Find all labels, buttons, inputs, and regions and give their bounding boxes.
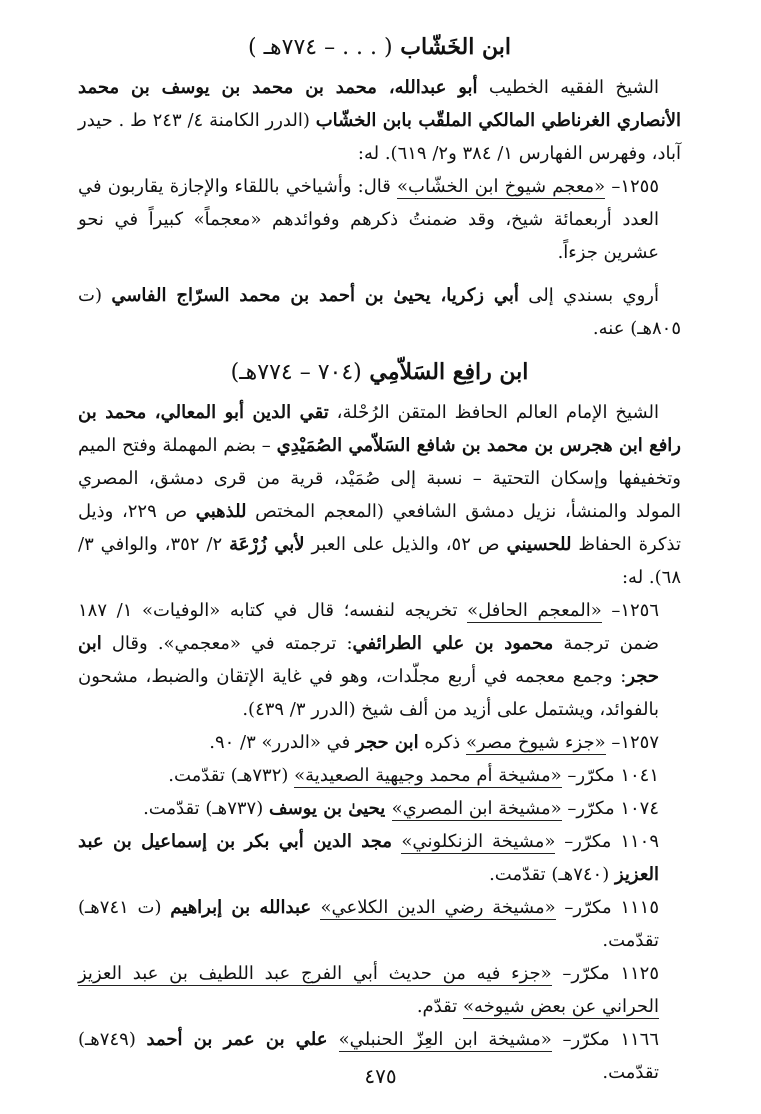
- entry-1166-repeat: ١١٦٦ مكرّر– «مشيخة ابن العِزّ الحنبلي» علي بن عمر بن أحمد (٧٤٩هـ) تقدّمت.: [78, 1029, 659, 1083]
- book-title: «مشيخة الزنكلوني»: [401, 831, 556, 852]
- entry-1109-repeat: ١١٠٩ مكرّر– «مشيخة الزنكلوني» مجد الدين أبي بكر بن إسماعيل بن عبد العزيز (٧٤٠هـ) تقدّمت.: [78, 831, 659, 885]
- entry-1115-repeat: ١١١٥ مكرّر– «مشيخة رضي الدين الكلاعي» عبدالله بن إبراهيم (ت ٧٤١هـ) تقدّمت.: [78, 897, 660, 951]
- book-title: «مشيخة ابن المصري»: [391, 798, 562, 819]
- entry-1257: ١٢٥٧– «جزء شيوخ مصر» ذكره ابن حجر في «الدرر» ٣/ ٩٠.: [209, 732, 659, 753]
- entry-1074-repeat: ١٠٧٤ مكرّر– «مشيخة ابن المصري» يحيىٰ بن يوسف (٧٣٧هـ) تقدّمت.: [143, 798, 659, 819]
- page-number: ٤٧٥: [364, 1064, 397, 1088]
- entry-1125-repeat: ١١٢٥ مكرّر– «جزء فيه من حديث أبي الفرج عبد اللطيف بن عبد العزيز الحراني عن بعض شيوخه» تقدّم.: [78, 963, 659, 1017]
- heading-name: ابن رافِع السَلاّمِي: [369, 359, 529, 385]
- book-title: «معجم شيوخ ابن الخشّاب»: [397, 176, 606, 197]
- heading-dates: ( . . . – ٧٧٤هـ ): [248, 35, 393, 60]
- narrator-name: أبي زكريا، يحيىٰ بن أحمد بن محمد السرّاج الفاسي: [111, 285, 519, 306]
- entry-1256: ١٢٥٦– «المعجم الحافل» تخريجه لنفسه؛ قال في كتابه «الوفيات» ١/ ١٨٧ ضمن ترجمة محمود بن علي الطرائفي: ترجمته في «معجمي». وقال ابن حجر: وجمع معجمه في أربع مجلّدات، وهو في غاية الإتقان والضبط، مشحون بالفوائد، ويشتمل على أزيد من ألف شيخ (الدرر ٣/ ٤٣٩).: [78, 600, 659, 720]
- entry-1041-repeat: ١٠٤١ مكرّر– «مشيخة أم محمد وجيهية الصعيدية» (٧٣٢هـ) تقدّمت.: [168, 765, 659, 786]
- book-title: «جزء شيوخ مصر»: [465, 732, 606, 753]
- heading-ibn-alkhashshab: [78, 30, 681, 65]
- heading-name: ابن الخَشّاب: [400, 34, 511, 60]
- book-title: «المعجم الحافل»: [467, 600, 602, 621]
- heading-ibn-rafi: [78, 355, 681, 390]
- biography-paragraph: الشيخ الفقيه الخطيب أبو عبدالله، محمد بن محمد بن يوسف بن محمد الأنصاري الغرناطي المالكي الملقّب بابن الخشّاب (الدرر الكامنة ٤/ ٢٤٣ ط . حيدر آباد، وفهرس الفهارس ١/ ٣٨٤ و٢/ ٦١٩). له:: [78, 77, 681, 164]
- book-title: «جزء فيه من حديث أبي الفرج عبد اللطيف بن عبد العزيز الحراني عن بعض شيوخه»: [78, 963, 659, 1017]
- book-title: «مشيخة ابن العِزّ الحنبلي»: [338, 1029, 552, 1050]
- biography-paragraph: الشيخ الإمام العالم الحافظ المتقن الرُحْلة، تقي الدين أبو المعالي، محمد بن رافع ابن هجرس بن محمد بن شافع السَلاّمي الصُمَيْدِي – بضم المهملة وفتح الميم وتخفيفها وإسكان التحتية – نسبة إلى صُمَيْد، قرية من قرى دمشق، المصري المولد والمنشأ، نزيل دمشق الشافعي (المعجم المختص للذهبي ص ٢٢٩، وذيل تذكرة الحفاظ للحسيني ص ٥٢، والذيل على العبر لأبي زُرْعَة ٢/ ٣٥٢، والوافي ٣/ ٦٨). له:: [78, 402, 681, 588]
- book-title: «مشيخة رضي الدين الكلاعي»: [320, 897, 556, 918]
- heading-dates: (٧٠٤ – ٧٧٤هـ): [230, 360, 362, 385]
- person-name: تقي الدين أبو المعالي، محمد بن رافع ابن هجرس بن محمد بن شافع السَلاّمي الصُمَيْدِي: [78, 402, 681, 456]
- book-title: «مشيخة أم محمد وجيهية الصعيدية»: [294, 765, 562, 786]
- entry-1255: ١٢٥٥– «معجم شيوخ ابن الخشّاب» قال: وأشياخي باللقاء والإجازة يقاربون في العدد أربعمائة شيخ، وقد ضمنتُ ذكرهم وفوائدهم «معجماً» كبيراً في نحو عشرين جزءاً.: [78, 176, 659, 263]
- person-name: أبو عبدالله، محمد بن محمد بن يوسف بن محمد الأنصاري الغرناطي المالكي الملقّب بابن الخشّاب: [78, 77, 681, 131]
- riwaya-paragraph: أروي بسندي إلى أبي زكريا، يحيىٰ بن أحمد بن محمد السرّاج الفاسي (ت ٨٠٥هـ) عنه.: [78, 285, 681, 339]
